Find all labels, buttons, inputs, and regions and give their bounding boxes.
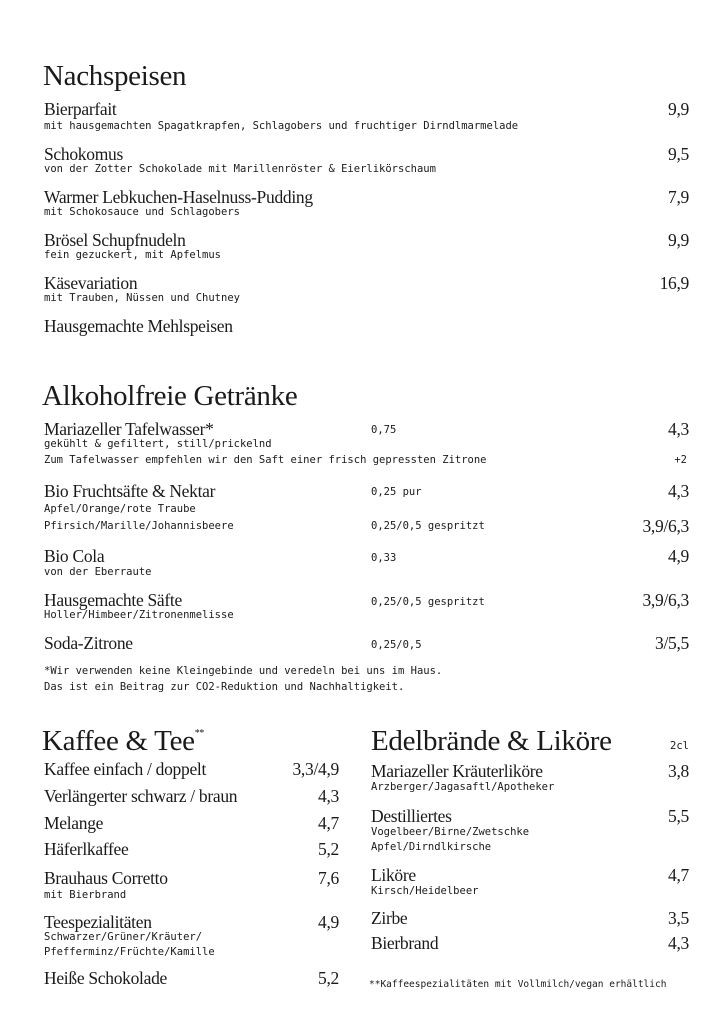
dish-description: fein gezuckert, mit Apfelmus (44, 249, 222, 261)
footnote: **Kaffeespezialitäten mit Vollmilch/vegan erhältlich (369, 979, 667, 990)
drink-description: Apfel/Dirndlkirsche (371, 841, 492, 853)
drink-price: 3,5 (668, 908, 689, 928)
drink-description: Kirsch/Heidelbeer (371, 885, 479, 897)
drink-name: Zirbe (371, 908, 408, 928)
dish-name: Warmer Lebkuchen-Haselnuss-Pudding (44, 187, 313, 207)
dish-name: Brösel Schupfnudeln (44, 230, 186, 250)
drink-name: Destilliertes (371, 806, 452, 826)
drink-name: Häferlkaffee (44, 839, 129, 859)
drink-name: Bio Fruchtsäfte & Nektar (44, 481, 216, 501)
drink-price: 4,3 (318, 786, 339, 806)
section-title-edelbraende: Edelbrände & Liköre (371, 725, 612, 757)
drink-volume: 0,75 (371, 424, 397, 436)
dish-name: Bierparfait (44, 99, 117, 119)
drink-volume: 0,25/0,5 gespritzt (371, 520, 485, 532)
drink-description: Vogelbeer/Birne/Zwetschke (371, 826, 530, 838)
section-title-nachspeisen: Nachspeisen (43, 60, 187, 92)
drink-price: 5,2 (318, 968, 339, 988)
drink-name: Kaffee einfach / doppelt (44, 759, 207, 779)
drink-name: Mariazeller Tafelwasser* (44, 419, 214, 439)
drink-price: 4,7 (318, 813, 339, 833)
dish-price: 7,9 (668, 187, 689, 207)
unit-label: 2cl (670, 740, 689, 752)
drink-price: 7,6 (318, 868, 339, 888)
dish-price: 9,5 (668, 144, 689, 164)
drink-description: mit Bierbrand (44, 889, 127, 901)
footnote: *Wir verwenden keine Kleingebinde und veredeln bei uns im Haus. (44, 665, 443, 677)
drink-description: Holler/Himbeer/Zitronenmelisse (44, 609, 234, 621)
drink-volume: 0,25/0,5 (371, 639, 422, 651)
drink-name: Soda-Zitrone (44, 633, 133, 653)
drink-name: Verlängerter schwarz / braun (44, 786, 238, 806)
drink-price: 3,8 (668, 761, 689, 781)
drink-description: gekühlt & gefiltert, still/prickelnd (44, 438, 272, 450)
drink-price: 4,7 (668, 865, 689, 885)
drink-name: Bio Cola (44, 546, 105, 566)
dish-description: mit Schokosauce und Schlagobers (44, 206, 240, 218)
drink-price: 5,2 (318, 839, 339, 859)
section-title-alkoholfrei: Alkoholfreie Getränke (42, 380, 298, 412)
drink-description: von der Eberraute (44, 566, 152, 578)
drink-volume: 0,25/0,5 gespritzt (371, 596, 485, 608)
dish-description: mit hausgemachten Spagatkrapfen, Schlagobers und fruchtiger Dirndlmarmelade (44, 120, 519, 132)
drink-price: 4,3 (668, 933, 689, 953)
drink-price: 3,9/6,3 (642, 516, 689, 536)
section-title-kaffee: Kaffee & Tee** (42, 725, 205, 757)
drink-description: Schwarzer/Grüner/Kräuter/ (44, 931, 203, 943)
dish-name: Hausgemachte Mehlspeisen (44, 316, 233, 336)
drink-price: 4,3 (668, 481, 689, 501)
drink-price: 4,9 (668, 546, 689, 566)
footnote: Das ist ein Beitrag zur CO2-Reduktion und Nachhaltigkeit. (44, 681, 405, 693)
drink-description: Pfefferminz/Früchte/Kamille (44, 946, 215, 958)
drink-name: Hausgemachte Säfte (44, 590, 182, 610)
dish-description: mit Trauben, Nüssen und Chutney (44, 292, 240, 304)
drink-price: 4,9 (318, 912, 339, 932)
dish-price: 9,9 (668, 99, 689, 119)
drink-price: 4,3 (668, 419, 689, 439)
drink-name: Bierbrand (371, 933, 439, 953)
dish-price: 9,9 (668, 230, 689, 250)
drink-name: Melange (44, 813, 104, 833)
drink-description: Zum Tafelwasser empfehlen wir den Saft einer frisch gepressten Zitrone (44, 454, 487, 466)
drink-description: Apfel/Orange/rote Traube (44, 503, 196, 515)
drink-description: Pfirsich/Marille/Johannisbeere (44, 520, 234, 532)
drink-name: Liköre (371, 865, 416, 885)
drink-price: 3,9/6,3 (642, 590, 689, 610)
drink-price: 3/5,5 (655, 633, 689, 653)
drink-price: 5,5 (668, 806, 689, 826)
drink-volume: 0,33 (371, 552, 397, 564)
drink-description: Arzberger/Jagasaftl/Apotheker (371, 781, 555, 793)
drink-name: Mariazeller Kräuterliköre (371, 761, 543, 781)
drink-price: 3,3/4,9 (292, 759, 339, 779)
drink-name: Heiße Schokolade (44, 968, 168, 988)
dish-name: Schokomus (44, 144, 123, 164)
dish-description: von der Zotter Schokolade mit Marillenröster & Eierlikörschaum (44, 163, 436, 175)
dish-price: 16,9 (659, 273, 689, 293)
dish-name: Käsevariation (44, 273, 138, 293)
drink-extra-price: +2 (674, 454, 687, 466)
drink-volume: 0,25 pur (371, 486, 422, 498)
drink-name: Teespezialitäten (44, 912, 152, 932)
drink-name: Brauhaus Corretto (44, 868, 168, 888)
